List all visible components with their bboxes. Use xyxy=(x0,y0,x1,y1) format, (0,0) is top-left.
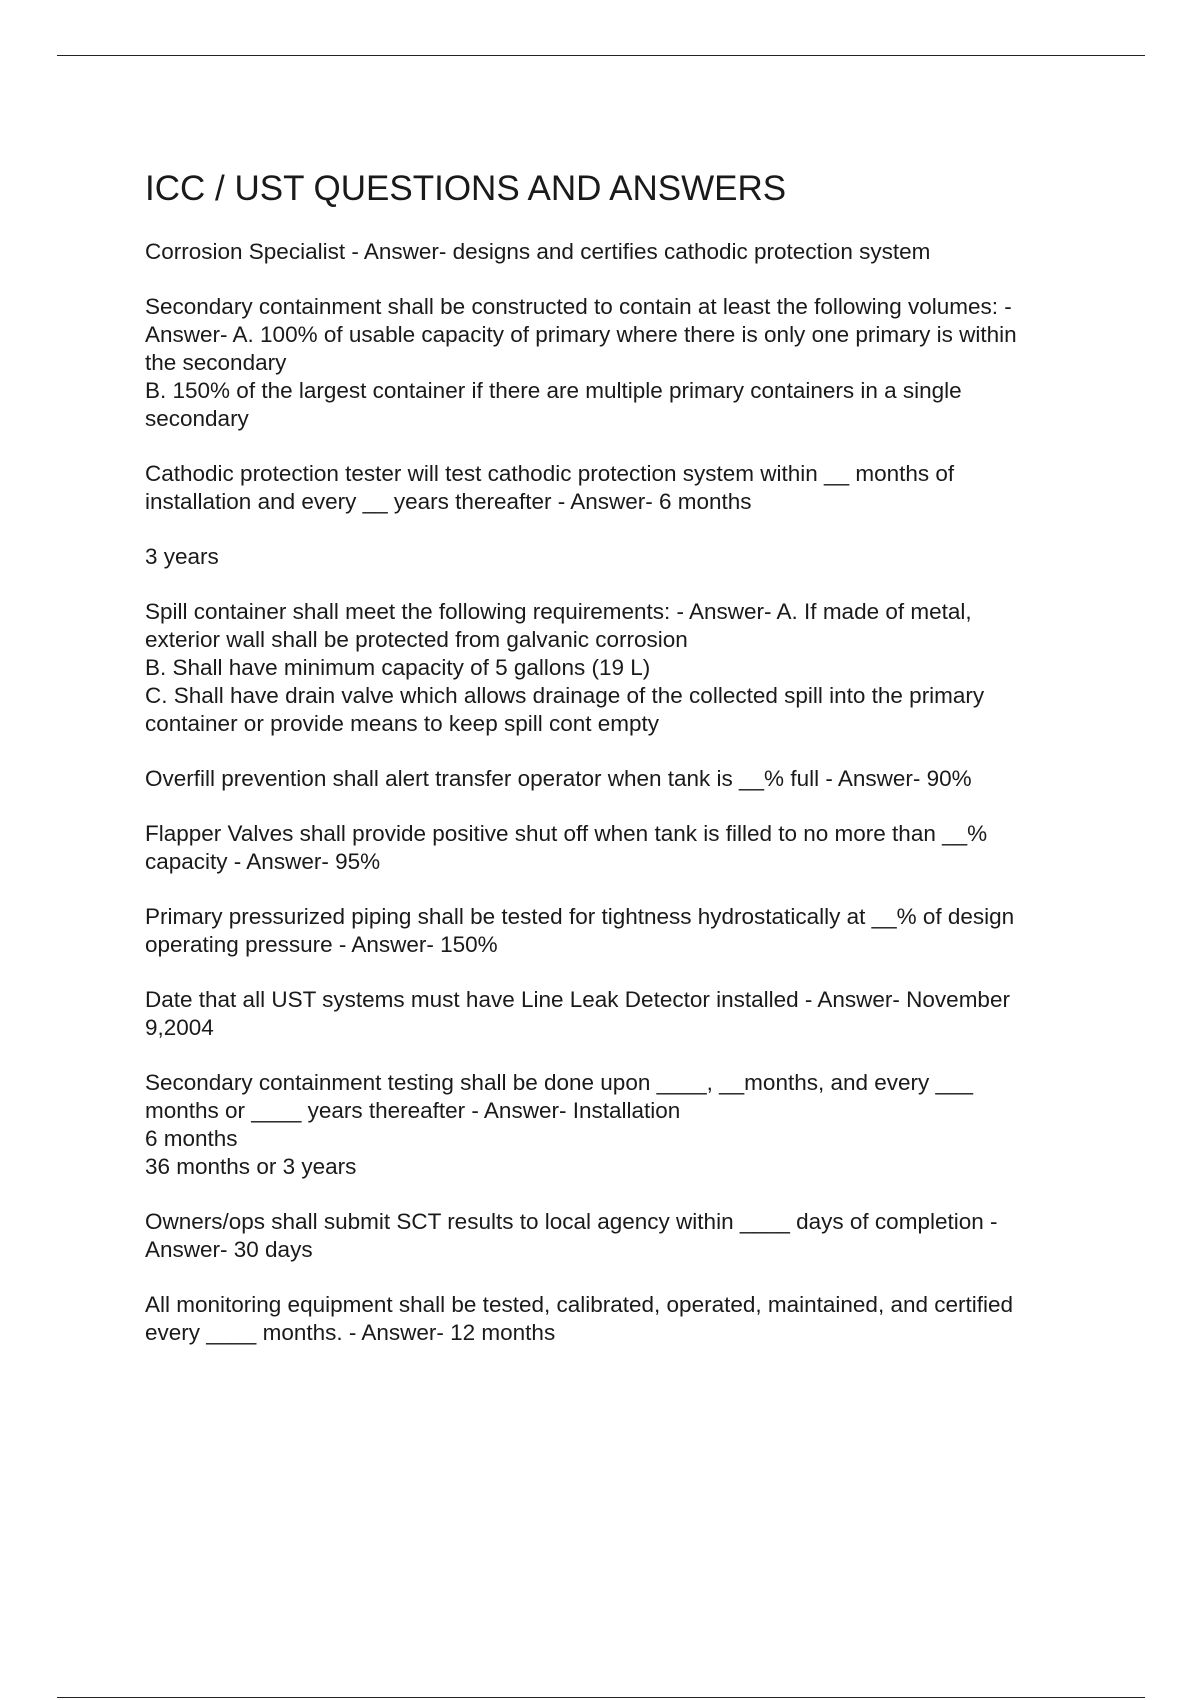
qa-line: operating pressure - Answer- 150% xyxy=(145,932,498,957)
qa-line: container or provide means to keep spill cont empty xyxy=(145,711,660,736)
qa-entry xyxy=(145,765,1095,793)
qa-entry xyxy=(145,1291,1095,1347)
top-divider xyxy=(57,55,1145,56)
qa-line: Spill container shall meet the following requirements: - Answer- A. If made of metal, xyxy=(145,599,972,624)
qa-entry xyxy=(145,1069,1095,1181)
qa-line: Flapper Valves shall provide positive shut off when tank is filled to no more than __% xyxy=(145,821,988,846)
qa-entry xyxy=(145,986,1095,1042)
qa-line: 3 years xyxy=(145,544,219,569)
qa-list xyxy=(145,238,1095,1347)
qa-line: secondary xyxy=(145,406,249,431)
qa-line: every ____ months. - Answer- 12 months xyxy=(145,1320,556,1345)
qa-line: Overfill prevention shall alert transfer operator when tank is __% full - Answer- 90% xyxy=(145,766,972,791)
qa-line: Corrosion Specialist - Answer- designs and certifies cathodic protection system xyxy=(145,239,931,264)
qa-line: the secondary xyxy=(145,350,287,375)
qa-entry xyxy=(145,598,1095,738)
qa-entry xyxy=(145,903,1095,959)
qa-entry xyxy=(145,460,1095,516)
qa-line: exterior wall shall be protected from galvanic corrosion xyxy=(145,627,688,652)
qa-line: All monitoring equipment shall be tested, calibrated, operated, maintained, and certified xyxy=(145,1292,1014,1317)
qa-line: B. Shall have minimum capacity of 5 gallons (19 L) xyxy=(145,655,651,680)
qa-line: B. 150% of the largest container if there are multiple primary containers in a single xyxy=(145,378,962,403)
qa-line: Secondary containment testing shall be done upon ____, __months, and every ___ xyxy=(145,1070,974,1095)
qa-line: Cathodic protection tester will test cathodic protection system within __ months of xyxy=(145,461,955,486)
document-title: ICC / UST QUESTIONS AND ANSWERS xyxy=(145,169,787,208)
qa-entry xyxy=(145,543,1095,571)
qa-entry xyxy=(145,1208,1095,1264)
qa-line: 36 months or 3 years xyxy=(145,1154,357,1179)
qa-entry xyxy=(145,238,1095,266)
qa-line: Answer- 30 days xyxy=(145,1237,313,1262)
bottom-divider xyxy=(57,1697,1145,1698)
qa-line: Secondary containment shall be constructed to contain at least the following volumes: - xyxy=(145,294,1012,319)
document-body xyxy=(145,168,1095,1374)
qa-line: Answer- A. 100% of usable capacity of primary where there is only one primary is within xyxy=(145,322,1017,347)
qa-line: 6 months xyxy=(145,1126,238,1151)
qa-line: months or ____ years thereafter - Answer- Installation xyxy=(145,1098,681,1123)
qa-line: Date that all UST systems must have Line Leak Detector installed - Answer- November xyxy=(145,987,1010,1012)
qa-entry xyxy=(145,820,1095,876)
qa-line: Owners/ops shall submit SCT results to local agency within ____ days of completion - xyxy=(145,1209,998,1234)
qa-line: Primary pressurized piping shall be tested for tightness hydrostatically at __% of design xyxy=(145,904,1015,929)
qa-line: capacity - Answer- 95% xyxy=(145,849,381,874)
qa-entry xyxy=(145,293,1095,433)
qa-line: C. Shall have drain valve which allows drainage of the collected spill into the primary xyxy=(145,683,985,708)
qa-line: 9,2004 xyxy=(145,1015,214,1040)
qa-line: installation and every __ years thereafter - Answer- 6 months xyxy=(145,489,752,514)
